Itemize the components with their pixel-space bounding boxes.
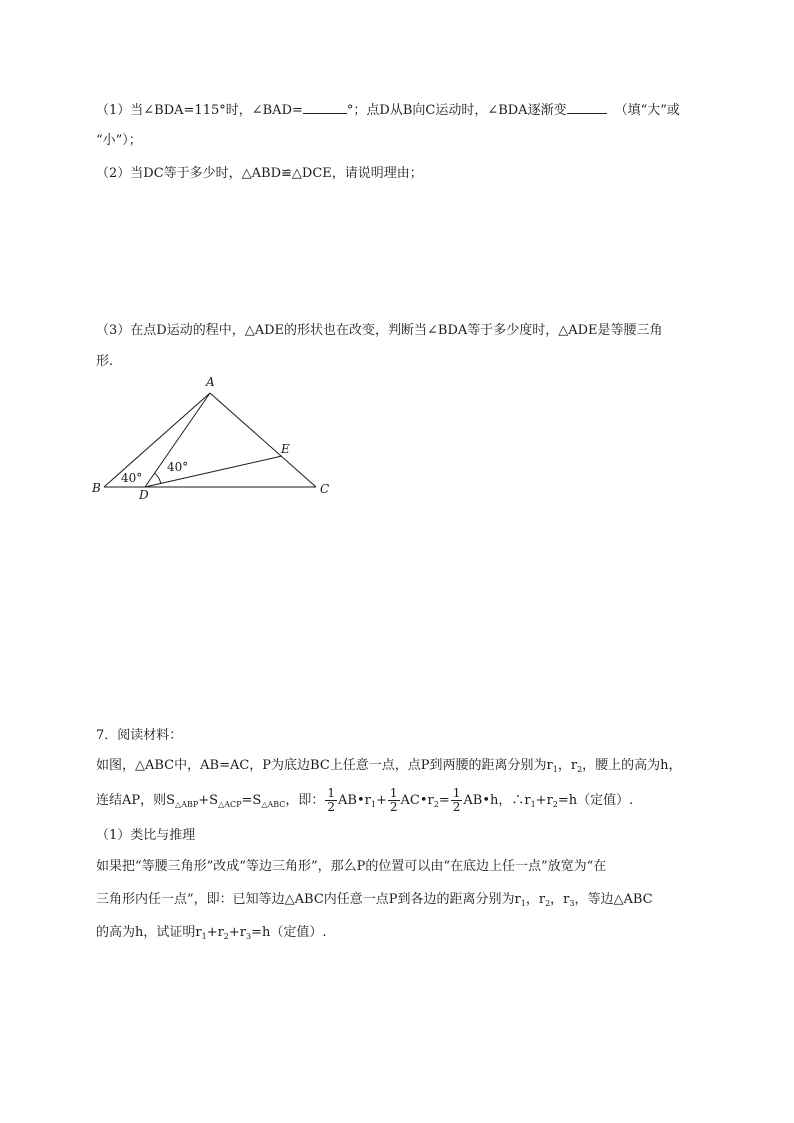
q7-intro-line1 (96, 756, 682, 780)
text: +r (535, 793, 553, 808)
q6-part1-text-b: °；点D从B向C运动时，∠BDA逐渐变 (346, 103, 567, 118)
subscript: 1 (201, 932, 207, 941)
answer-blank-bad[interactable] (303, 100, 347, 114)
text: =S (241, 793, 262, 808)
label-c: C (320, 482, 330, 496)
q6-part1-line2 (96, 131, 142, 151)
text: +r (228, 925, 246, 940)
subscript: 1 (520, 899, 526, 908)
q6-part3-text-b: 形. (96, 354, 114, 369)
q7-title (96, 726, 182, 746)
text: AC•r (400, 793, 434, 808)
text: =h（定值）. (251, 925, 327, 940)
q7-intro-mid: ，r (557, 758, 578, 773)
q7-intro-a: 如图，△ABC中，AB=AC，P为底边BC上任意一点，点P到两腰的距离分别为r (96, 758, 553, 773)
subscript: 2 (577, 765, 583, 774)
q7-para-line2 (96, 890, 653, 914)
q7-para-line3 (96, 923, 327, 947)
subscript: △ABP (175, 800, 199, 809)
subscript: 2 (223, 932, 229, 941)
q7-subtitle-text: （1）类比与推理 (96, 828, 196, 843)
q7-subtitle (96, 826, 195, 846)
label-b: B (92, 481, 101, 495)
subscript: 1 (530, 800, 536, 809)
label-d: D (139, 488, 149, 502)
angle-label-ade: 40° (167, 460, 189, 474)
q6-part3-line2 (96, 352, 113, 372)
subscript: 3 (246, 932, 252, 941)
text: ，即： (285, 793, 325, 808)
subscript: △ABC (261, 800, 286, 809)
text: ，r (550, 892, 570, 907)
text: +r (206, 925, 224, 940)
fraction-numerator: 1 (452, 786, 461, 800)
subscript: △ACP (218, 800, 242, 809)
subscript: 2 (433, 800, 439, 809)
q6-part2-text: （2）当DC等于多少时，△ABD≌△DCE，请说明理由； (96, 166, 423, 181)
text: 连结AP，则S (96, 793, 176, 808)
text: 三角形内任一点”，即：已知等边△ABC内任意一点P到各边的距离分别为r (96, 892, 521, 907)
q6-part1-line1 (96, 100, 680, 121)
subscript: 3 (569, 899, 575, 908)
text: AB•h，∴r (463, 793, 531, 808)
q6-part1-text-a: （1）当∠BDA=115°时，∠BAD= (96, 103, 303, 118)
angle-arc-ade (155, 473, 161, 483)
q7-title-text: 7．阅读材料： (96, 728, 183, 743)
q7-para-line1 (96, 857, 606, 877)
text: AB•r (338, 793, 371, 808)
text: +S (198, 793, 219, 808)
segment-ab (104, 393, 210, 487)
q6-part1-text-d: “小”）； (96, 133, 142, 148)
fraction-numerator: 1 (389, 786, 398, 800)
angle-label-b: 40° (121, 471, 143, 485)
subscript: 1 (370, 800, 376, 809)
label-e: E (281, 442, 290, 456)
q6-part3-text-a: （3）在点D运动的程中，△ADE的形状也在改变，判断当∠BDA等于多少度时，△ADE是等腰三角 (96, 323, 663, 338)
fraction-half (325, 787, 337, 814)
subscript: 2 (545, 899, 551, 908)
text: = (438, 793, 450, 808)
fraction-denominator: 2 (452, 800, 461, 814)
q7-para-a: 如果把“等腰三角形”改成“等边三角形”，那么P的位置可以由“在底边上任一点”放宽为“在 (96, 859, 607, 874)
answer-blank-trend[interactable] (567, 100, 607, 114)
text: 的高为h，试证明r (96, 925, 202, 940)
subscript: 1 (552, 765, 558, 774)
label-a: A (206, 375, 215, 389)
text: =h（定值）. (557, 793, 634, 808)
fraction-half (388, 787, 400, 814)
fraction-denominator: 2 (389, 800, 398, 814)
triangle-figure (88, 372, 348, 504)
q7-intro-end: ，腰上的高为h， (582, 758, 682, 773)
fraction-numerator: 1 (327, 786, 336, 800)
subscript: 2 (552, 800, 558, 809)
q6-part3-line1 (96, 321, 663, 341)
text: ，等边△ABC (574, 892, 653, 907)
fraction-denominator: 2 (327, 800, 336, 814)
fraction-half (451, 787, 463, 814)
q7-intro-line2 (96, 786, 633, 820)
segment-ac (210, 393, 316, 487)
q6-part1-text-c: （填“大”或 (614, 103, 680, 118)
segment-de (145, 456, 282, 487)
text: + (375, 793, 387, 808)
text: ，r (525, 892, 546, 907)
q6-part2 (96, 164, 423, 184)
